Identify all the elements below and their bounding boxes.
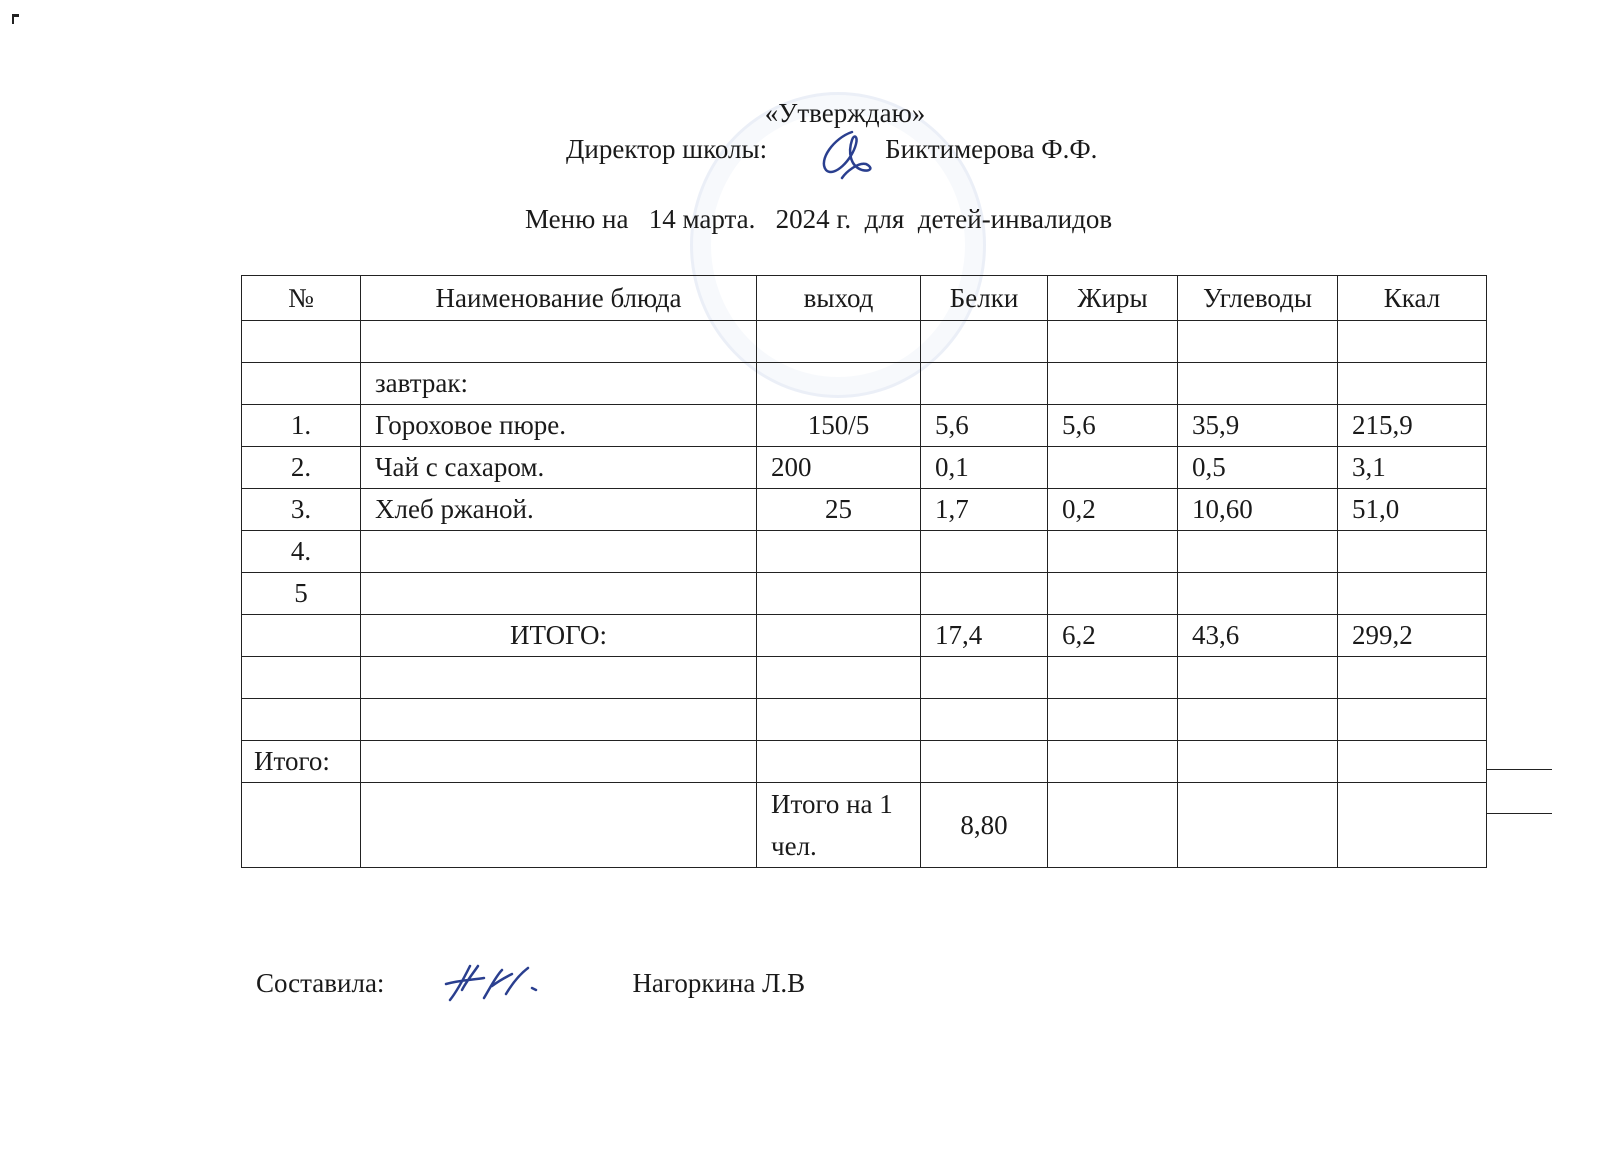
table-row — [242, 405, 1487, 447]
cell-protein: 0,1 — [921, 447, 1048, 489]
cell-number: 3. — [242, 489, 361, 531]
cell-kcal: 3,1 — [1338, 447, 1487, 489]
cell-protein: 17,4 — [921, 615, 1048, 657]
cell-output: Итого на 1 чел. — [757, 783, 921, 868]
cell-kcal: 299,2 — [1338, 615, 1487, 657]
col-header-kcal: Ккал — [1338, 276, 1487, 321]
table-row-subtotal — [242, 741, 1487, 783]
cell-carbs — [1178, 531, 1338, 573]
table-row — [242, 573, 1487, 615]
cell-protein — [921, 321, 1048, 363]
cell-carbs: 35,9 — [1178, 405, 1338, 447]
director-label: Директор школы: — [566, 134, 768, 164]
menu-title: Меню на 14 марта. 2024 г. для детей-инвалидов — [525, 204, 1113, 234]
cell-number — [242, 363, 361, 405]
composer-label: Составила: — [256, 968, 385, 998]
cell-carbs — [1178, 741, 1338, 783]
cell-carbs — [1178, 321, 1338, 363]
cell-dish — [361, 321, 757, 363]
cell-carbs: 0,5 — [1178, 447, 1338, 489]
cell-number — [242, 615, 361, 657]
cell-carbs: 43,6 — [1178, 615, 1338, 657]
table-row — [242, 699, 1487, 741]
director-name: Биктимерова Ф.Ф. — [885, 134, 1098, 164]
cell-output: 25 — [757, 489, 921, 531]
cell-dish — [361, 657, 757, 699]
cell-protein — [921, 531, 1048, 573]
table-row-per-person — [242, 783, 1487, 868]
cell-carbs: 10,60 — [1178, 489, 1338, 531]
cell-dish: Хлеб ржаной. — [361, 489, 757, 531]
cell-fat — [1048, 741, 1178, 783]
cell-output — [757, 699, 921, 741]
cell-dish — [361, 783, 757, 868]
cell-kcal — [1338, 531, 1487, 573]
cell-protein: 5,6 — [921, 405, 1048, 447]
cell-number: 4. — [242, 531, 361, 573]
cell-kcal: 51,0 — [1338, 489, 1487, 531]
table-extension-line — [1486, 769, 1552, 770]
cell-dish: Гороховое пюре. — [361, 405, 757, 447]
cell-fat — [1048, 321, 1178, 363]
cell-number — [242, 657, 361, 699]
cell-dish — [361, 531, 757, 573]
cell-protein — [921, 573, 1048, 615]
cell-carbs — [1178, 657, 1338, 699]
cell-protein — [921, 657, 1048, 699]
cell-kcal — [1338, 699, 1487, 741]
composer-name: Нагоркина Л.В — [632, 968, 806, 998]
menu-table — [241, 275, 1487, 868]
table-row — [242, 363, 1487, 405]
cell-number: 1. — [242, 405, 361, 447]
cell-dish — [361, 699, 757, 741]
cell-protein — [921, 363, 1048, 405]
cell-fat — [1048, 531, 1178, 573]
cell-number — [242, 321, 361, 363]
cell-fat — [1048, 699, 1178, 741]
cell-protein — [921, 699, 1048, 741]
cell-protein: 8,80 — [921, 783, 1048, 868]
cell-fat: 5,6 — [1048, 405, 1178, 447]
table-row-total — [242, 615, 1487, 657]
cell-fat — [1048, 657, 1178, 699]
table-row — [242, 657, 1487, 699]
cell-dish: Чай с сахаром. — [361, 447, 757, 489]
cell-carbs — [1178, 699, 1338, 741]
cell-kcal — [1338, 363, 1487, 405]
cell-output — [757, 741, 921, 783]
table-header-row — [242, 276, 1487, 321]
cell-output: 150/5 — [757, 405, 921, 447]
col-header-protein: Белки — [921, 276, 1048, 321]
composer-signature — [440, 960, 550, 1006]
cell-output: 200 — [757, 447, 921, 489]
director-signature — [812, 126, 892, 186]
cell-fat — [1048, 363, 1178, 405]
approval-heading: «Утверждаю» — [764, 98, 926, 128]
col-header-dish: Наименование блюда — [361, 276, 757, 321]
cell-dish: завтрак: — [361, 363, 757, 405]
cell-fat — [1048, 573, 1178, 615]
cell-kcal — [1338, 783, 1487, 868]
cell-carbs — [1178, 363, 1338, 405]
col-header-number: № — [242, 276, 361, 321]
cell-fat — [1048, 447, 1178, 489]
cell-kcal — [1338, 741, 1487, 783]
cell-carbs — [1178, 783, 1338, 868]
table-row — [242, 531, 1487, 573]
col-header-output: выход — [757, 276, 921, 321]
cell-protein: 1,7 — [921, 489, 1048, 531]
table-extension-line — [1486, 813, 1552, 814]
cell-fat: 6,2 — [1048, 615, 1178, 657]
cell-dish — [361, 741, 757, 783]
cell-kcal — [1338, 657, 1487, 699]
table-row — [242, 321, 1487, 363]
col-header-carbs: Углеводы — [1178, 276, 1338, 321]
cell-output — [757, 321, 921, 363]
cell-output — [757, 531, 921, 573]
cell-kcal — [1338, 321, 1487, 363]
cell-fat — [1048, 783, 1178, 868]
table-row — [242, 447, 1487, 489]
cell-output — [757, 363, 921, 405]
col-header-fat: Жиры — [1048, 276, 1178, 321]
cell-number — [242, 783, 361, 868]
cell-number: 2. — [242, 447, 361, 489]
cell-protein — [921, 741, 1048, 783]
scan-corner-mark — [12, 14, 19, 24]
cell-dish — [361, 573, 757, 615]
cell-carbs — [1178, 573, 1338, 615]
cell-output — [757, 615, 921, 657]
cell-number: 5 — [242, 573, 361, 615]
cell-kcal — [1338, 573, 1487, 615]
cell-dish: ИТОГО: — [361, 615, 757, 657]
cell-output — [757, 573, 921, 615]
cell-number: Итого: — [242, 741, 361, 783]
cell-number — [242, 699, 361, 741]
table-row — [242, 489, 1487, 531]
cell-output — [757, 657, 921, 699]
cell-fat: 0,2 — [1048, 489, 1178, 531]
cell-kcal: 215,9 — [1338, 405, 1487, 447]
